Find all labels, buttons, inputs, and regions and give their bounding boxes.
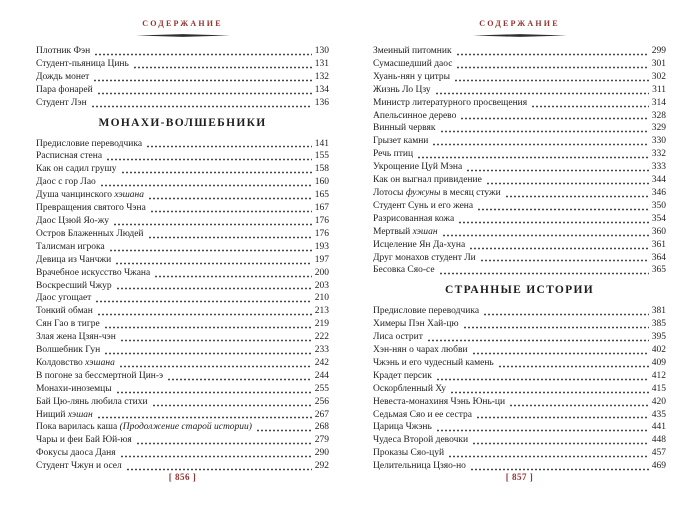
toc-entry xyxy=(373,148,666,161)
dot-leader xyxy=(486,176,649,186)
toc-entry-page: 136 xyxy=(314,97,329,108)
toc-entry-title: Апельсинное дерево xyxy=(373,110,457,121)
dot-leader xyxy=(154,269,312,279)
section-heading: МОНАХИ-ВОЛШЕБНИКИ xyxy=(98,116,267,129)
dot-leader xyxy=(136,436,312,446)
toc-entry-title: Исцеление Ян Да-хуна xyxy=(373,239,466,250)
toc-entry-title: Сумасшедший даос xyxy=(373,58,453,69)
toc-entry xyxy=(36,84,329,97)
toc-entry xyxy=(36,409,329,422)
toc-entry-title: Превращения святого Чэна xyxy=(36,203,146,214)
toc-entry xyxy=(373,447,666,460)
toc-entry-title: Бай Цю-лянь любила стихи xyxy=(36,396,148,407)
toc-entry xyxy=(36,447,329,460)
dot-leader xyxy=(456,47,649,57)
toc-entry xyxy=(373,84,666,97)
dot-leader xyxy=(146,139,312,149)
toc-entry xyxy=(36,267,329,280)
dot-leader xyxy=(432,137,648,147)
dot-leader xyxy=(120,449,312,459)
toc-entry-title: Как он садил грушу xyxy=(36,164,117,175)
toc-entry-title: В погоне за бессмертной Цин-э xyxy=(36,370,164,381)
toc-entry xyxy=(36,45,329,58)
toc-entry xyxy=(373,110,666,123)
toc-entry-title: Остров Блаженных Людей xyxy=(36,228,144,239)
dot-leader xyxy=(97,410,312,420)
toc-entry xyxy=(373,252,666,265)
toc-entry-page: 203 xyxy=(314,280,329,291)
toc-entry-page: 346 xyxy=(651,187,666,198)
dot-leader xyxy=(104,346,312,356)
dot-leader xyxy=(439,266,649,276)
toc-entry-title: Талисман игрока xyxy=(36,241,105,252)
toc-entry-page: 268 xyxy=(314,422,329,433)
toc-entry-page: 302 xyxy=(651,71,666,82)
dot-leader xyxy=(116,281,312,291)
toc-entry-page: 141 xyxy=(314,138,329,149)
toc-entry-page: 197 xyxy=(314,254,329,265)
contents-header: СОДЕРЖАНИЕ xyxy=(479,19,560,28)
toc-entry xyxy=(36,370,329,383)
toc-entry-page: 409 xyxy=(651,357,666,368)
toc-entry-page: 213 xyxy=(314,306,329,317)
dot-leader xyxy=(256,423,312,433)
dot-leader xyxy=(148,191,312,201)
toc-entry-title: Монахи-иноземцы xyxy=(36,383,112,394)
toc-entry-page: 301 xyxy=(651,58,666,69)
decorative-rule-icon xyxy=(473,33,567,38)
toc-entry-page: 176 xyxy=(314,228,329,239)
toc-entry-title: Злая жена Цзян-чэн xyxy=(36,332,116,343)
toc-entry-page: 242 xyxy=(314,357,329,368)
toc-entry xyxy=(373,264,666,277)
dot-leader xyxy=(469,241,649,251)
toc-entry xyxy=(36,280,329,293)
decorative-rule-icon xyxy=(136,33,230,38)
toc-entry-title: Хуань-нян у цитры xyxy=(373,71,451,82)
toc-entry-title: Крадет персик xyxy=(373,370,432,381)
toc-entry xyxy=(373,122,666,135)
dot-leader xyxy=(100,178,312,188)
dot-leader xyxy=(450,385,649,395)
toc-entry xyxy=(36,254,329,267)
toc-entry-page: 167 xyxy=(314,203,329,214)
toc-entry-title: Грызет камни xyxy=(373,136,429,147)
toc-entry-page: 435 xyxy=(651,409,666,420)
dot-leader xyxy=(463,320,649,330)
toc-entry-page: 222 xyxy=(314,332,329,343)
toc-entry-title: Невеста-монахиня Чэнь Юнь-ци xyxy=(373,396,506,407)
toc-entry xyxy=(373,187,666,200)
toc-entry-title: Винный червяк xyxy=(373,123,436,134)
toc-entry-page: 311 xyxy=(652,84,666,95)
toc-entry-title: Лиса острит xyxy=(373,332,423,343)
dot-leader xyxy=(97,307,312,317)
toc-entry xyxy=(36,434,329,447)
toc-entry-title: Чжэнь и его чудесный камень xyxy=(373,357,494,368)
toc-entry-page: 350 xyxy=(651,200,666,211)
toc-entry xyxy=(373,383,666,396)
dot-leader xyxy=(94,47,312,57)
dot-leader xyxy=(91,99,312,109)
dot-leader xyxy=(458,215,649,225)
toc-entry-title: Царица Чжэнь xyxy=(373,422,432,433)
toc-entry-page: 160 xyxy=(314,177,329,188)
toc-entry-title: Речь птиц xyxy=(373,149,414,160)
toc-entry xyxy=(373,357,666,370)
toc-entry-title: Пара фонарей xyxy=(36,84,93,95)
dot-leader xyxy=(148,230,312,240)
toc-entry-page: 244 xyxy=(314,370,329,381)
toc-entry xyxy=(373,161,666,174)
toc-entry-title: Змеиный питомник xyxy=(373,46,452,56)
toc-entry-page: 385 xyxy=(651,319,666,330)
toc-entry xyxy=(36,71,329,84)
dot-leader xyxy=(456,60,648,70)
dot-leader xyxy=(104,320,312,330)
toc-entry-title: Лотосы фужуны в месяц стужи xyxy=(373,187,501,198)
dot-leader xyxy=(97,86,312,96)
dot-leader xyxy=(116,385,312,395)
toc-entry-title: Дождь монет xyxy=(36,71,90,82)
toc-entry xyxy=(36,189,329,202)
toc-entry xyxy=(36,383,329,396)
page-header xyxy=(36,13,329,38)
toc-entry-page: 314 xyxy=(651,97,666,108)
toc-entry-page: 469 xyxy=(651,461,666,472)
toc-entry-page: 395 xyxy=(651,332,666,343)
toc-entry-title: Как он выгнал привидение xyxy=(373,175,482,186)
dot-leader xyxy=(115,256,312,266)
dot-leader xyxy=(427,333,649,343)
dot-leader xyxy=(133,60,312,70)
toc-entry xyxy=(373,305,666,318)
toc-entry-title: Целительница Цзяо-но xyxy=(373,461,466,472)
toc-entry-page: 354 xyxy=(651,213,666,224)
toc-entry-page: 330 xyxy=(651,136,666,147)
page-right xyxy=(337,0,674,506)
toc-entry-title: Пока варилась каша (Продолжение старой истории) xyxy=(36,422,252,433)
toc-entry xyxy=(373,213,666,226)
toc-entry xyxy=(36,292,329,305)
toc-entry-page: 134 xyxy=(314,84,329,95)
dot-leader xyxy=(505,189,649,199)
toc-entry xyxy=(373,226,666,239)
toc-entry-title: Жизнь Ло Цзу xyxy=(373,84,431,95)
toc-entry xyxy=(36,344,329,357)
toc-entry-page: 193 xyxy=(314,241,329,252)
toc-entry-title: Бесовка Сяо-се xyxy=(373,265,435,276)
dot-leader xyxy=(440,124,649,134)
toc-entry xyxy=(373,331,666,344)
toc-entry xyxy=(373,344,666,357)
dot-leader xyxy=(417,150,649,160)
dot-leader xyxy=(167,372,312,382)
toc-entry-title: Тонкий обман xyxy=(36,306,93,317)
dot-leader xyxy=(113,217,312,227)
dot-leader xyxy=(470,462,649,472)
dot-leader xyxy=(531,99,649,109)
toc-entry-page: 328 xyxy=(651,110,666,121)
dot-leader xyxy=(498,359,649,369)
toc-entry xyxy=(373,396,666,409)
toc-entry-page: 329 xyxy=(651,123,666,134)
toc-entry-page: 130 xyxy=(314,46,329,56)
toc-entry-page: 158 xyxy=(314,164,329,175)
toc-entry-title: Девица из Чанчжи xyxy=(36,254,112,265)
toc-entry xyxy=(36,421,329,434)
contents-header: СОДЕРЖАНИЕ xyxy=(142,19,223,28)
dot-leader xyxy=(126,462,312,472)
toc-entry-title: Студент-пьяница Цинь xyxy=(36,58,129,69)
dot-leader xyxy=(460,111,648,121)
toc-entry-title: Студент Лэн xyxy=(36,97,87,108)
dot-leader xyxy=(448,449,649,459)
toc-entry xyxy=(373,239,666,252)
toc-entry-title: Нищий хэшан xyxy=(36,409,93,420)
toc-entry-page: 131 xyxy=(314,58,329,69)
toc-entry-page: 448 xyxy=(651,435,666,446)
toc-entry-title: Студент Чжун и осел xyxy=(36,461,122,472)
toc-entry xyxy=(373,97,666,110)
dot-leader xyxy=(120,333,312,343)
toc-entry-page: 290 xyxy=(314,448,329,459)
toc-entry-title: Даос с гор Лао xyxy=(36,177,96,188)
toc-entry-title: Расписная стена xyxy=(36,151,103,162)
toc-entry-page: 415 xyxy=(651,383,666,394)
dot-leader xyxy=(509,398,649,408)
toc-entry-page: 420 xyxy=(651,396,666,407)
toc-entry xyxy=(36,228,329,241)
toc-entry xyxy=(373,71,666,84)
toc-entry-page: 267 xyxy=(314,409,329,420)
toc-entry xyxy=(373,434,666,447)
toc-entry-page: 155 xyxy=(314,151,329,162)
toc-entry-title: Душа чанцинского хэшана xyxy=(36,190,145,201)
toc-entry xyxy=(373,135,666,148)
toc-entry-title: Чары и феи Бай Юй-юя xyxy=(36,435,132,446)
dot-leader xyxy=(150,204,312,214)
toc-entry xyxy=(36,357,329,370)
dot-leader xyxy=(436,423,649,433)
dot-leader xyxy=(476,410,649,420)
toc-entry-title: Даос угощает xyxy=(36,293,92,304)
toc-entry xyxy=(373,318,666,331)
toc-entry xyxy=(36,163,329,176)
toc-entry-title: Воскресший Чжур xyxy=(36,280,112,291)
toc-entry xyxy=(36,138,329,151)
dot-leader xyxy=(109,243,312,253)
toc-entry-page: 200 xyxy=(314,267,329,278)
toc-entry xyxy=(36,318,329,331)
dot-leader xyxy=(106,152,312,162)
toc-list xyxy=(373,45,666,473)
toc-entry-page: 402 xyxy=(651,345,666,356)
toc-entry xyxy=(36,150,329,163)
toc-entry-page: 381 xyxy=(651,306,666,317)
dot-leader xyxy=(472,346,649,356)
toc-entry-page: 365 xyxy=(651,265,666,276)
toc-entry xyxy=(373,58,666,71)
dot-leader xyxy=(454,73,649,83)
toc-entry-title: Фокусы даоса Даня xyxy=(36,448,116,459)
dot-leader xyxy=(472,436,649,446)
toc-entry xyxy=(373,174,666,187)
toc-entry-title: Предисловие переводчика xyxy=(36,138,143,149)
section-heading: СТРАННЫЕ ИСТОРИИ xyxy=(445,284,594,297)
toc-entry-title: Разрисованная кожа xyxy=(373,213,455,224)
toc-entry xyxy=(36,331,329,344)
toc-entry xyxy=(36,97,329,110)
toc-entry-page: 176 xyxy=(314,215,329,226)
dot-leader xyxy=(442,228,649,238)
toc-entry-page: 233 xyxy=(314,345,329,356)
toc-entry xyxy=(36,305,329,318)
dot-leader xyxy=(477,202,649,212)
toc-list xyxy=(36,45,329,473)
dot-leader xyxy=(480,253,649,263)
toc-entry-title: Волшебник Гун xyxy=(36,345,101,356)
toc-entry-page: 256 xyxy=(314,396,329,407)
toc-entry-page: 299 xyxy=(651,46,666,56)
toc-entry-title: Хэн-нян о чарах любви xyxy=(373,345,468,356)
toc-entry xyxy=(373,200,666,213)
toc-entry xyxy=(373,409,666,422)
toc-entry xyxy=(373,370,666,383)
dot-leader xyxy=(121,165,312,175)
dot-leader xyxy=(436,372,649,382)
toc-entry xyxy=(36,396,329,409)
toc-entry-title: Плотник Фэн xyxy=(36,46,91,56)
toc-entry xyxy=(36,215,329,228)
toc-entry-title: Проказы Сяо-цуй xyxy=(373,448,445,459)
toc-entry-page: 333 xyxy=(651,162,666,173)
toc-entry-page: 457 xyxy=(651,448,666,459)
toc-entry xyxy=(36,176,329,189)
toc-entry-title: Студент Сунь и его жена xyxy=(373,200,474,211)
toc-entry-title: Чудеса Второй девочки xyxy=(373,435,469,446)
toc-entry-title: Оскорбленный Ху xyxy=(373,383,447,394)
toc-entry-page: 441 xyxy=(651,422,666,433)
page-number: [ 857 ] xyxy=(505,472,534,482)
dot-leader xyxy=(95,294,311,304)
toc-entry-page: 364 xyxy=(651,252,666,263)
toc-entry-page: 279 xyxy=(314,435,329,446)
toc-entry-page: 165 xyxy=(314,190,329,201)
toc-entry xyxy=(36,241,329,254)
toc-entry-page: 412 xyxy=(651,370,666,381)
toc-entry xyxy=(373,421,666,434)
dot-leader xyxy=(119,359,312,369)
toc-entry-page: 219 xyxy=(314,319,329,330)
toc-entry-title: Сян Гао в тигре xyxy=(36,319,100,330)
toc-entry-title: Предисловие переводчика xyxy=(373,306,480,317)
toc-entry-title: Врачебное искусство Чжана xyxy=(36,267,151,278)
toc-entry-title: Мертвый хэшан xyxy=(373,226,438,237)
toc-entry-title: Даос Цзюй Яо-жу xyxy=(36,215,110,226)
page-header xyxy=(373,13,666,38)
toc-entry-title: Министр литературного просвещения xyxy=(373,97,528,108)
dot-leader xyxy=(435,86,649,96)
page-number: [ 856 ] xyxy=(168,472,197,482)
toc-entry-page: 132 xyxy=(314,71,329,82)
toc-entry xyxy=(36,202,329,215)
toc-entry-page: 292 xyxy=(314,461,329,472)
dot-leader xyxy=(93,73,311,83)
toc-entry-title: Друг монахов студент Ли xyxy=(373,252,476,263)
toc-entry-page: 361 xyxy=(651,239,666,250)
toc-entry-page: 360 xyxy=(651,226,666,237)
toc-entry-page: 344 xyxy=(651,175,666,186)
toc-entry-page: 255 xyxy=(314,383,329,394)
toc-entry-title: Укрощение Цуй Мэна xyxy=(373,162,463,173)
dot-leader xyxy=(483,307,649,317)
toc-entry-title: Химеры Пэн Хай-цю xyxy=(373,319,459,330)
toc-entry-title: Седьмая Сяо и ее сестра xyxy=(373,409,472,420)
toc-entry xyxy=(36,58,329,71)
toc-entry-page: 210 xyxy=(314,293,329,304)
dot-leader xyxy=(152,398,312,408)
dot-leader xyxy=(466,163,649,173)
toc-entry-title: Колдовство хэшана xyxy=(36,357,115,368)
toc-entry xyxy=(373,45,666,58)
toc-entry-page: 332 xyxy=(651,149,666,160)
